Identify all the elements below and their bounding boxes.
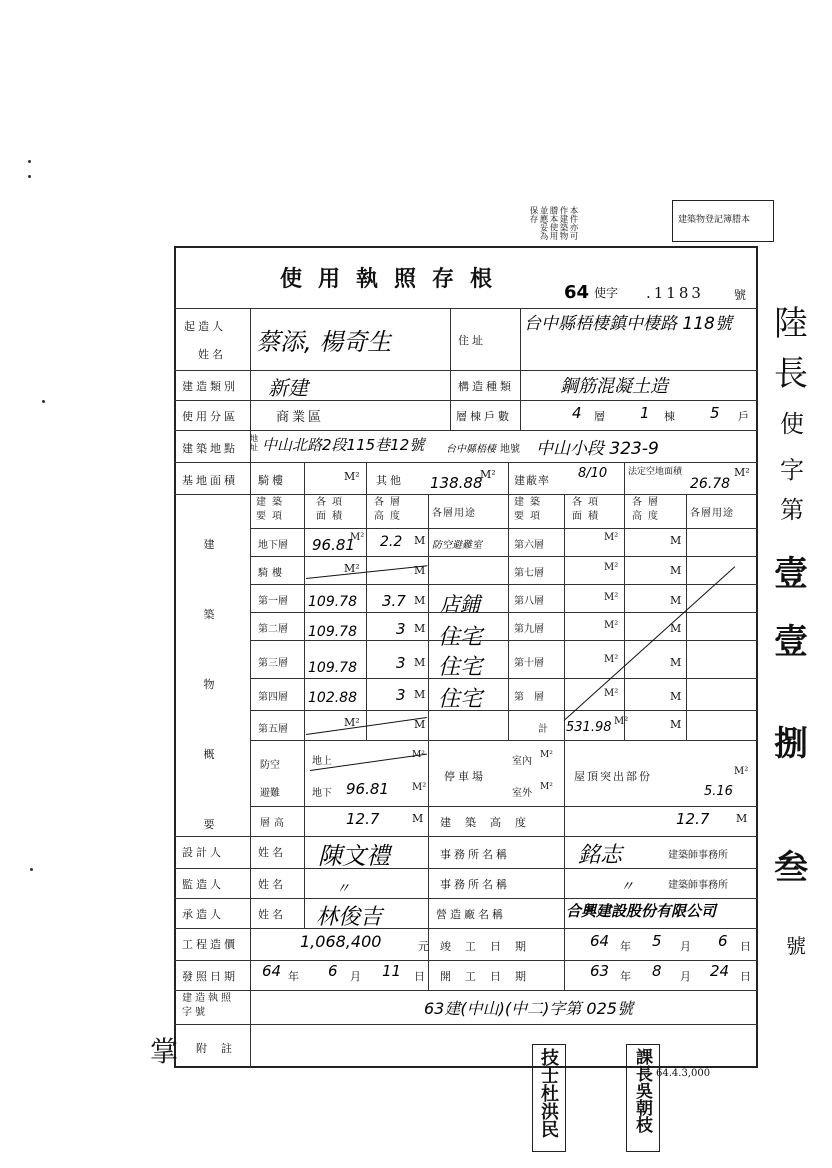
floor-label: 計 — [538, 724, 548, 735]
label-indoor: 室內 — [512, 756, 532, 767]
basement-use: 防空避難室 — [432, 540, 482, 551]
month: 月 — [680, 970, 691, 983]
label-open-space: 法定空地面積 — [628, 467, 683, 477]
issue-year: 64 — [262, 962, 282, 980]
stamp-text: 課長吳朝枝 — [632, 1048, 652, 1133]
completion-year: 64 — [590, 932, 610, 950]
designer-firm: 銘志 — [578, 843, 623, 868]
unit-m2: M² — [604, 654, 619, 665]
label-site-area: 基地面積 — [182, 474, 238, 487]
unit-m2: M² — [604, 592, 619, 603]
note-left: 本件亦可作建築物謄本使用並應妥為保存 — [528, 206, 578, 240]
unit-m: M — [670, 656, 682, 669]
stamp-text: 技士杜洪民 — [538, 1048, 559, 1138]
bldg-height: 12.7 — [676, 810, 710, 828]
f3-use: 住宅 — [438, 655, 483, 680]
label-supervisor: 監造人 — [182, 878, 224, 891]
permit-char: 使字 — [594, 286, 619, 300]
label-start-date: 開工日期 — [440, 970, 540, 983]
roof-area: 5.16 — [704, 784, 733, 799]
unit-m2: M² — [344, 716, 360, 729]
margin-dot — [30, 868, 33, 871]
yuan: 元 — [418, 940, 429, 953]
f3-height: 3 — [396, 654, 406, 672]
label-firm: 事務所名稱 — [440, 878, 510, 891]
bldg-unit: 棟 — [664, 410, 675, 423]
margin-text: 字 — [780, 456, 804, 484]
day: 日 — [414, 970, 425, 983]
label-parking: 停車場 — [444, 770, 486, 783]
margin-text: 壹 — [774, 554, 808, 594]
label-floors-units: 層棟戶數 — [456, 410, 512, 423]
margin-text: 叁 — [774, 848, 808, 888]
label-name: 姓名 — [258, 908, 286, 921]
margin-text: 長 — [774, 354, 808, 394]
year: 年 — [620, 970, 631, 983]
permit-suffix: 號 — [734, 288, 747, 302]
day: 日 — [740, 940, 751, 953]
build-type: 新建 — [268, 376, 308, 400]
month: 月 — [350, 970, 361, 983]
year: 年 — [620, 940, 631, 953]
label-outdoor: 室外 — [512, 788, 532, 799]
floor-label: 第八層 — [514, 596, 544, 607]
label-cost: 工程造價 — [182, 938, 238, 951]
floor-label: 第五層 — [258, 724, 288, 735]
f3-area: 109.78 — [308, 660, 357, 676]
unit-m2: M² — [540, 782, 553, 792]
start-day: 24 — [710, 962, 730, 980]
label-builder: 起造人 — [184, 320, 226, 333]
floor-label: 第十層 — [514, 658, 544, 669]
unit-m2: M² — [412, 782, 427, 793]
margin-dot — [28, 175, 31, 178]
start-month: 8 — [652, 962, 662, 980]
print-code: 64.4.3,000 — [656, 1068, 711, 1079]
f1-use: 店鋪 — [440, 592, 480, 616]
site-note: 台中縣梧棲 — [446, 444, 496, 455]
label-floor-height: 層高 — [260, 818, 288, 829]
label-bldg-height: 建築高度 — [440, 816, 540, 829]
margin-text: 第 — [780, 496, 804, 524]
label-contractor: 承造人 — [182, 908, 224, 921]
margin-text: 陸 — [774, 304, 808, 344]
unit-m2: M² — [614, 716, 629, 727]
label-address: 住址 — [458, 334, 486, 347]
builder-names: 蔡添, 楊奇生 — [256, 328, 392, 356]
month: 月 — [680, 940, 691, 953]
unit-m: M — [414, 564, 426, 577]
unit-m: M — [736, 812, 748, 825]
units: 5 — [710, 404, 720, 422]
open-space: 26.78 — [690, 476, 731, 492]
hdr-each-area-r: 各項面積 — [572, 497, 604, 522]
site-lot: 中山小段 323-9 — [536, 439, 659, 459]
unit-m2: M² — [604, 688, 619, 699]
note-right: 建築物登記簿謄本 — [678, 215, 751, 225]
label-name: 姓名 — [258, 846, 286, 859]
floor-label: 第七層 — [514, 568, 544, 579]
floor-label: 第六層 — [514, 540, 544, 551]
hdr-each-height-r: 各層高度 — [632, 497, 664, 522]
floor-label: 第四層 — [258, 692, 288, 703]
contractor-firm: 合興建設股份有限公司 — [566, 902, 717, 920]
cost: 1,068,400 — [300, 932, 382, 951]
f4-height: 3 — [396, 686, 406, 704]
unit-m: M — [414, 656, 426, 669]
basement-area: 96.81 — [312, 536, 355, 554]
label-above: 地上 — [312, 756, 332, 767]
hdr-each-use: 各層用途 — [432, 508, 476, 519]
coverage: 8/10 — [578, 466, 608, 481]
margin-text: 使 — [780, 410, 804, 438]
unit-m: M — [670, 718, 682, 731]
contractor-name: 林俊吉 — [316, 905, 383, 930]
label-name: 姓名 — [198, 348, 226, 361]
unit-m2: M² — [412, 750, 425, 760]
floor-label: 第三層 — [258, 658, 288, 669]
supervisor-firm: 〃 — [620, 879, 634, 895]
unit-m2: M² — [350, 532, 365, 543]
permit-year: 64 — [564, 282, 590, 303]
label-arcade: 騎樓 — [258, 474, 286, 487]
label-building-summary: 建築物概要 — [203, 538, 215, 831]
f2-area: 109.78 — [308, 624, 357, 640]
hdr-each-use-r: 各層用途 — [690, 508, 734, 519]
margin-text: 捌 — [774, 724, 808, 764]
issue-day: 11 — [382, 962, 402, 980]
margin-text: 壹 — [774, 622, 808, 662]
builder-address: 台中縣梧棲鎮中棲路 118號 — [524, 314, 732, 334]
label-zone: 使用分區 — [182, 410, 238, 423]
other-area: 138.88 — [430, 474, 483, 492]
shelter-below: 96.81 — [346, 780, 389, 798]
floor-height: 12.7 — [346, 810, 380, 828]
floor-label: 第二層 — [258, 624, 288, 635]
floor-label: 第九層 — [514, 624, 544, 635]
margin-glyph: 掌 — [150, 1035, 179, 1068]
unit-m2: M² — [604, 620, 619, 631]
margin-dot — [42, 400, 45, 403]
unit-m: M — [670, 534, 682, 547]
unit-m: M — [412, 812, 424, 825]
unit-m2: M² — [604, 532, 619, 543]
structure: 鋼筋混凝土造 — [560, 376, 668, 397]
house-unit: 戶 — [738, 410, 749, 423]
unit-m: M — [414, 718, 426, 731]
f2-height: 3 — [396, 620, 406, 638]
unit-m2: M² — [480, 468, 496, 481]
unit-m: M — [670, 564, 682, 577]
label-below: 地下 — [312, 788, 332, 799]
label-coverage: 建蔽率 — [514, 474, 550, 487]
unit-m2: M² — [344, 562, 360, 575]
label-site-lot: 地號 — [500, 444, 520, 455]
unit-m: M — [414, 622, 426, 635]
completion-day: 6 — [718, 932, 728, 950]
label-site: 建築地點 — [182, 442, 238, 455]
day: 日 — [740, 970, 751, 983]
hdr-bldg-item-r: 建築要項 — [514, 497, 546, 522]
completion-month: 5 — [652, 932, 662, 950]
issue-month: 6 — [328, 962, 338, 980]
zone: 商業區 — [276, 410, 325, 425]
unit-m: M — [670, 594, 682, 607]
label-shelter: 防空避難 — [260, 760, 280, 799]
unit-m2: M² — [604, 562, 619, 573]
label-roof: 屋頂突出部份 — [574, 770, 652, 783]
margin-dot — [28, 160, 31, 163]
floor-unit: 層 — [594, 410, 605, 423]
architect-office: 建築師事務所 — [668, 850, 728, 861]
permit-no: 63建(中山)(中二)字第 025號 — [424, 999, 633, 1018]
label-co-name: 營造廠名稱 — [436, 908, 506, 921]
floor-label: 地下層 — [258, 540, 288, 551]
unit-m: M — [414, 594, 426, 607]
architect-office: 建築師事務所 — [668, 880, 728, 891]
floor-label: 騎樓 — [258, 568, 286, 579]
floor-label: 第一層 — [258, 596, 288, 607]
label-designer: 設計人 — [182, 846, 224, 859]
hdr-each-area: 各項面積 — [316, 497, 348, 522]
f2-use: 住宅 — [438, 625, 483, 650]
total-area: 531.98 — [566, 720, 612, 735]
label-remarks: 附註 — [196, 1042, 246, 1055]
unit-m2: M² — [344, 470, 360, 483]
start-year: 63 — [590, 962, 610, 980]
label-other: 其他 — [376, 474, 404, 487]
unit-m: M — [414, 688, 426, 701]
f4-use: 住宅 — [438, 687, 483, 712]
label-structure: 構造種類 — [458, 380, 514, 393]
unit-m: M — [670, 690, 682, 703]
label-permit-no: 建造執照字號 — [182, 993, 234, 1018]
unit-m2: M² — [540, 750, 553, 760]
floors: 4 — [572, 404, 582, 422]
unit-m2: M² — [734, 766, 749, 777]
unit-m2: M² — [734, 466, 750, 479]
site-address: 中山北路2段115巷12號 — [262, 436, 425, 454]
hdr-each-height: 各層高度 — [374, 497, 406, 522]
unit-m: M — [670, 622, 682, 635]
supervisor-name: 〃 — [336, 881, 350, 897]
label-site-addr: 地址 — [250, 434, 258, 452]
page-title: 使用執照存根 — [280, 266, 509, 292]
label-name: 姓名 — [258, 878, 286, 891]
unit-m: M — [414, 534, 426, 547]
label-build-type: 建造類別 — [182, 380, 238, 393]
label-issue-date: 發照日期 — [182, 970, 238, 983]
year: 年 — [288, 970, 299, 983]
label-completion: 竣工日期 — [440, 940, 540, 953]
label-firm: 事務所名稱 — [440, 848, 510, 861]
f4-area: 102.88 — [308, 690, 357, 706]
basement-height: 2.2 — [380, 534, 403, 550]
hdr-bldg-item: 建築要項 — [256, 497, 288, 522]
f1-height: 3.7 — [382, 592, 406, 610]
floor-label: 第 層 — [514, 692, 544, 703]
f1-area: 109.78 — [308, 594, 357, 610]
bldgs: 1 — [640, 404, 650, 422]
designer-name: 陳文禮 — [318, 842, 390, 870]
permit-serial: .1183 — [646, 284, 704, 302]
margin-text: 號 — [786, 934, 806, 958]
